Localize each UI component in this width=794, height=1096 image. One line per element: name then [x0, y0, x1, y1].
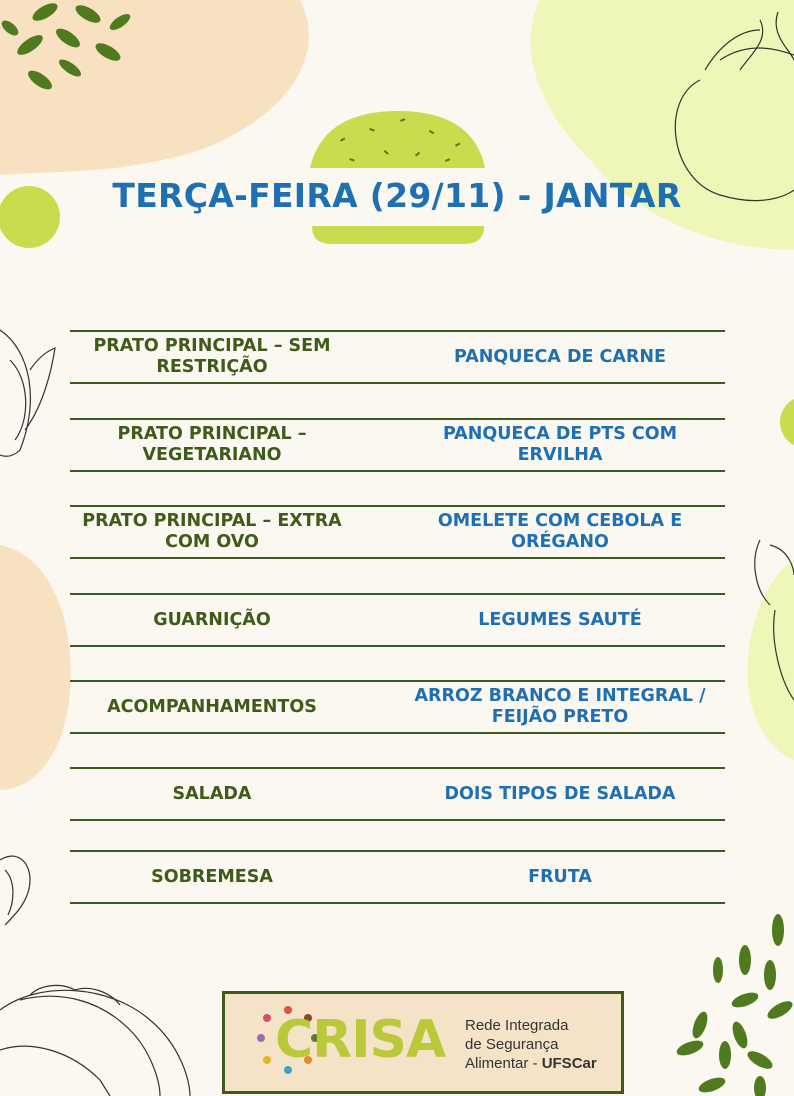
menu-dish: PANQUECA DE PTS COM ERVILHA	[442, 424, 678, 465]
bun-top	[310, 111, 485, 168]
leaves-bottom-right	[675, 914, 794, 1096]
logo-caption-text: Alimentar -	[465, 1055, 542, 1072]
menu-dish: DOIS TIPOS DE SALADA	[444, 783, 676, 804]
menu-row	[70, 593, 725, 647]
peach-blob-left	[0, 545, 71, 790]
menu-row	[70, 505, 725, 559]
menu-row	[70, 680, 725, 734]
logo-wordmark: CRISA	[275, 1010, 446, 1070]
crisa-logo	[222, 991, 624, 1094]
menu-row	[70, 330, 725, 384]
bun-bottom	[312, 226, 484, 244]
logo-caption-line: de Segurança	[465, 1036, 559, 1053]
menu-dish: ARROZ BRANCO E INTEGRAL / FEIJÃO PRETO	[414, 686, 706, 727]
menu-category: SOBREMESA	[151, 866, 273, 887]
menu-dish: LEGUMES SAUTÉ	[478, 609, 642, 630]
menu-dish: PANQUECA DE CARNE	[454, 346, 666, 367]
menu-category: SALADA	[172, 783, 252, 804]
logo-caption-bold: UFSCar	[541, 1055, 597, 1072]
menu-category: PRATO PRINCIPAL – VEGETARIANO	[117, 424, 307, 465]
lime-blob-right	[747, 560, 794, 760]
logo-caption-line	[465, 1054, 597, 1073]
logo-caption	[465, 1016, 597, 1073]
menu-category: PRATO PRINCIPAL – EXTRA COM OVO	[82, 511, 342, 552]
leaf-outline-left	[0, 330, 55, 456]
leaf-outline-small-left	[0, 856, 30, 925]
logo-caption-line: Rede Integrada	[465, 1017, 569, 1034]
page-title: TERÇA-FEIRA (29/11) - JANTAR	[112, 176, 682, 215]
menu-row	[70, 418, 725, 472]
menu-category: ACOMPANHAMENTOS	[107, 696, 317, 717]
menu-row	[70, 767, 725, 821]
menu-category: PRATO PRINCIPAL – SEM RESTRIÇÃO	[93, 336, 331, 377]
lime-dot-right	[780, 396, 794, 448]
menu-dish: FRUTA	[528, 866, 592, 887]
menu-row	[70, 850, 725, 904]
menu-dish: OMELETE COM CEBOLA E ORÉGANO	[437, 511, 683, 552]
menu-category: GUARNIÇÃO	[153, 609, 271, 630]
taco-outline	[0, 985, 190, 1096]
